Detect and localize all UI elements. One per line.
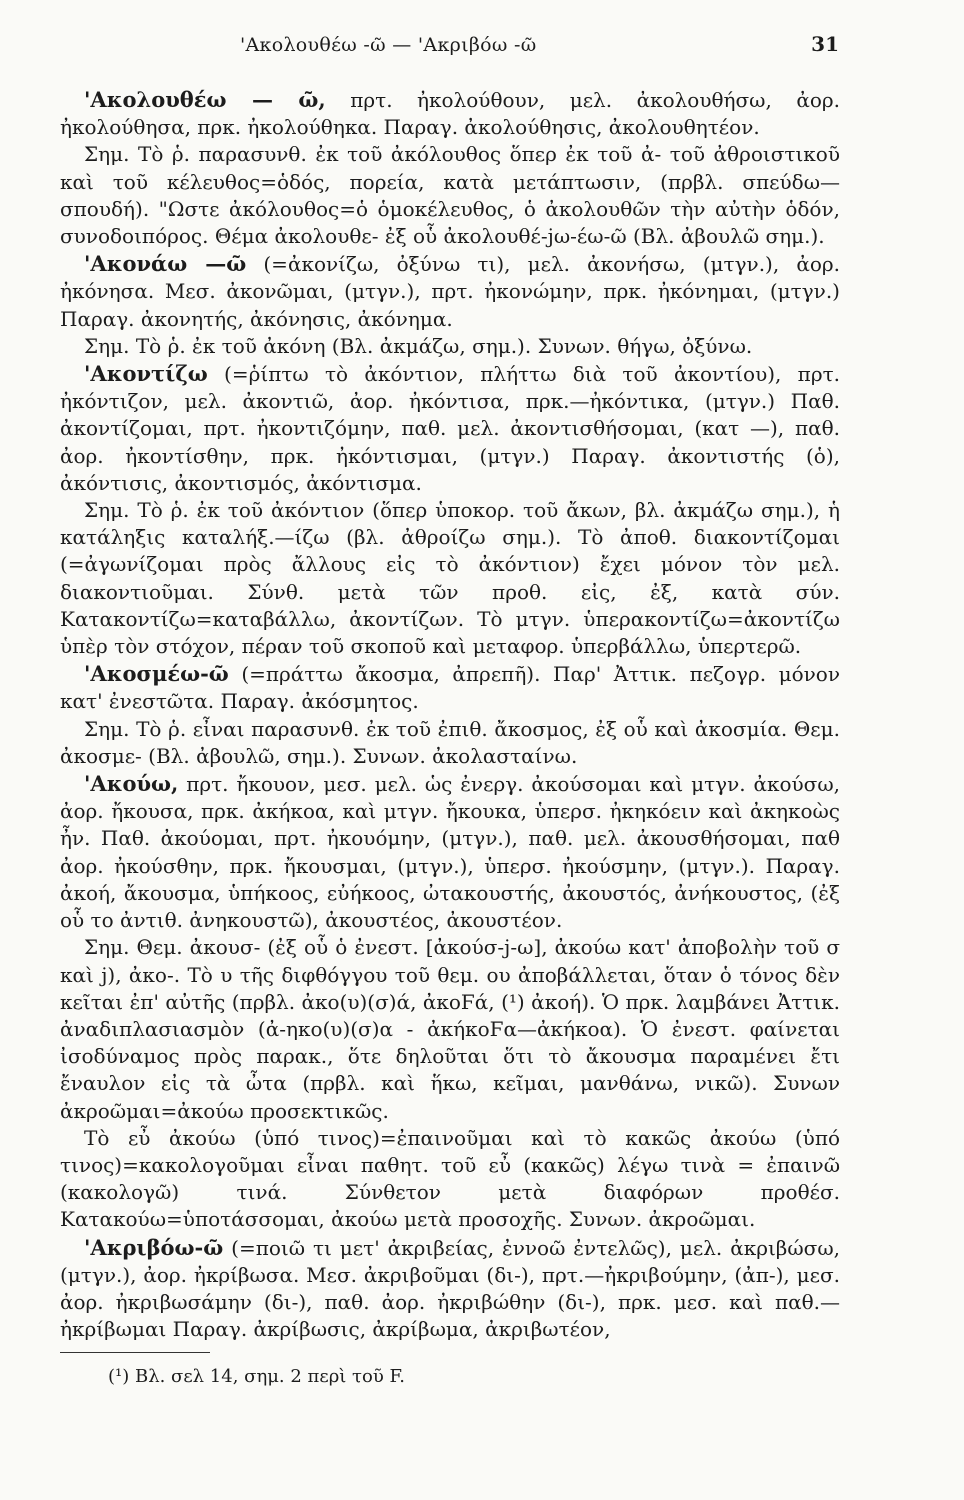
entry-akonao	[60, 250, 840, 333]
dictionary-body	[60, 86, 840, 1343]
note-akouo-usage: Τὸ εὖ ἀκούω (ὑπό τινος)=ἐπαινοῦμαι καὶ τὸ κακῶς ἀκούω (ὑπό τινος)=κακολογοῦμαι εἶναι παθητ. τοῦ εὖ (κακῶς) λέγω τινὰ = ἐπαινῶ (κακολογῶ) τινά. Σύνθετον μετὰ διαφόρων προθέσ. Κατακούω=ὑποτάσσομαι, ἀκούω μετὰ προσοχῆς. Συνων. ἀκροῶμαι.	[60, 1125, 840, 1232]
entry-text: πρτ. ἤκουον, μεσ. μελ. ὡς ἐνεργ. ἀκούσομαι καὶ μτγν. ἀκούσω, ἀορ. ἤκουσα, πρκ. ἀκήκοα, καὶ μτγν. ἤκουκα, ὑπερσ. ἠκηκόειν καὶ ἀκηκοὼς ἦν. Παθ. ἀκούομαι, πρτ. ἠκουόμην, (μτγν.), παθ. μελ. ἀκουσθήσομαι, παθ ἀορ. ἠκούσθην, πρκ. ἤκουσμαι, (μτγν.), ὑπερσ. ἠκούσμην, (μτγν.). Παραγ. ἀκοή, ἄκουσμα, ὑπήκοος, εὐήκοος, ὠτακουστής, ἀκουστός, ἀνήκουστος, (ἐξ οὗ το ἀντιθ. ἀνηκουστῶ), ἀκουστέος, ἀκουστέον.	[60, 772, 840, 933]
lemma: 'Ακονάω —ῶ	[84, 251, 247, 277]
note-akonao: Σημ. Τὸ ῥ. ἐκ τοῦ ἀκόνη (Βλ. ἀκμάζω, σημ.). Συνων. θήγω, ὀξύνω.	[84, 333, 753, 358]
lemma: 'Ακολουθέω — ῶ,	[84, 87, 326, 112]
entry-akosmeo	[60, 660, 840, 715]
lemma: 'Ακοντίζω	[84, 361, 208, 387]
entry-akoloutheo	[60, 86, 840, 141]
footnote-rule	[60, 1352, 210, 1353]
entry-akontizo	[60, 360, 840, 497]
page-number: 31	[811, 32, 839, 56]
entry-akouo	[60, 770, 840, 934]
page-header	[60, 32, 839, 62]
entry-akriboo	[60, 1234, 840, 1344]
entry-text: πρτ. ἠκολούθουν, μελ. ἀκολουθήσω, ἀορ. ἠκολούθησα, πρκ. ἠκολούθηκα. Παραγ. ἀκολούθησις, ἀκολουθητέον.	[60, 88, 841, 140]
lemma: 'Ακοσμέω-ῶ	[84, 661, 229, 687]
running-head: 'Ακολουθέω -ῶ — 'Ακριβόω -ῶ	[240, 34, 537, 56]
note-akosmeo: Σημ. Τὸ ῥ. εἶναι παρασυνθ. ἐκ τοῦ ἐπιθ. ἄκοσμος, ἐξ οὗ καὶ ἀκοσμία. Θεμ. ἀκοσμε- (Βλ. ἀβουλῶ, σημ.). Συνων. ἀκολασταίνω.	[60, 716, 840, 768]
entry-text: (=πράττω ἄκοσμα, ἀπρεπῆ). Παρ' Ἀττικ. πεζογρ. μόνον κατ' ἐνεστῶτα. Παραγ. ἀκόσμητος.	[60, 662, 840, 714]
note-akontizo: Σημ. Τὸ ῥ. ἐκ τοῦ ἀκόντιον (ὅπερ ὑποκορ. τοῦ ἄκων, βλ. ἀκμάζω σημ.), ἡ κατάληξις καταλήξ.—ίζω (βλ. ἀθροίζω σημ.). Τὸ ἀποθ. διακοντίζομαι (=ἀγωνίζομαι πρὸς ἄλλους εἰς τὸ ἀκόντιον) ἔχει μόνον τὸν μελ. διακοντιοῦμαι. Σύνθ. μετὰ τῶν προθ. εἰς, ἐξ, κατὰ σύν. Κατακοντίζω=καταβάλλω, ἀκοντίζων. Τὸ μτγν. ὑπερακοντίζω=ἀκοντίζω ὑπὲρ τὸν στόχον, πέραν τοῦ σκοποῦ καὶ μεταφορ. ὑπερβάλλω, ὑπερτερῶ.	[60, 498, 840, 659]
entry-text: (=ῥίπτω τὸ ἀκόντιον, πλήττω διὰ τοῦ ἀκοντίου), πρτ. ἠκόντιζον, μελ. ἀκοντιῶ, ἀορ. ἠκόντισα, πρκ.—ἠκόντικα, (μτγν.) Παθ. ἀκοντίζομαι, πρτ. ἠκοντιζόμην, παθ. μελ. ἀκοντισθήσομαι, (κατ —), παθ. ἀορ. ἠκοντίσθην, πρκ. ἠκόντισμαι, (μτγν.) Παραγ. ἀκοντιστής (ὁ), ἀκόντισις, ἀκοντισμός, ἀκόντισμα.	[60, 362, 840, 495]
note-akoloutheo: Σημ. Τὸ ῥ. παρασυνθ. ἐκ τοῦ ἀκόλουθος ὅπερ ἐκ τοῦ ἀ- τοῦ ἀθροιστικοῦ καὶ τοῦ κέλευθος=ὁδός, πορεία, κατὰ μετάπτωσιν, (πρβλ. σπεύδω—σπουδή). "Ωστε ἀκόλουθος=ὁ ὁμοκέλευθος, ὁ ἀκολουθῶν τὴν αὐτὴν ὁδόν, συνοδοιπόρος. Θέμα ἀκολουθε- ἐξ οὗ ἀκολουθέ-jω-έω-ῶ (Βλ. ἀβουλῶ σημ.).	[60, 142, 840, 249]
entry-text: (=ποιῶ τι μετ' ἀκριβείας, ἐννοῶ ἐντελῶς), μελ. ἀκριβώσω, (μτγν.), ἀορ. ἠκρίβωσα. Μεσ. ἀκριβοῦμαι (δι-), πρτ.—ἠκριβούμην, (ἀπ-), μεσ. ἀορ. ἠκριβωσάμην (δι-), παθ. ἀορ. ἠκριβώθην (δι-), πρκ. μεσ. καὶ παθ.—ἠκρίβωμαι Παραγ. ἀκρίβωσις, ἀκρίβωμα, ἀκριβωτέον,	[60, 1235, 840, 1342]
lemma: 'Ακούω,	[84, 771, 179, 797]
note-akouo: Σημ. Θεμ. ἀκουσ- (ἐξ οὗ ὁ ἐνεστ. [ἀκούσ-j-ω], ἀκούω κατ' ἀποβολὴν τοῦ σ καὶ j), ἀκο-. Τὸ υ τῆς διφθόγγου τοῦ θεμ. ου ἀποβάλλεται, ὅταν ὁ τόνος δὲν κεῖται ἐπ' αὐτῆς (πρβλ. ἀκο(υ)(σ)ά, ἀκοϜά, (¹) ἀκοή). Ὁ πρκ. λαμβάνει Ἀττικ. ἀναδιπλασιασμὸν (ἀ-ηκο(υ)(σ)α - ἀκήκοϜα—ἀκήκοα). Ὁ ἐνεστ. φαίνεται ἰσοδύναμος πρὸς παρακ., ὅτε δηλοῦται ὅτι τὸ ἄκουσμα παραμένει ἔτι ἔναυλον εἰς τὰ ὦτα (πρβλ. καὶ ἥκω, κεῖμαι, μανθάνω, νικῶ). Συνων ἀκροῶμαι=ἀκούω προσεκτικῶς.	[60, 935, 840, 1123]
footnote: (¹) Βλ. σελ 14, σημ. 2 περὶ τοῦ F.	[108, 1366, 405, 1387]
lemma: 'Ακριβόω-ῶ	[84, 1234, 224, 1260]
entry-text: (=ἀκονίζω, ὀξύνω τι), μελ. ἀκονήσω, (μτγν.), ἀορ. ἠκόνησα. Μεσ. ἀκονῶμαι, (μτγν.), πρτ. ἠκονώμην, πρκ. ἠκόνημαι, (μτγν.) Παραγ. ἀκονητής, ἀκόνησις, ἀκόνημα.	[60, 252, 840, 331]
